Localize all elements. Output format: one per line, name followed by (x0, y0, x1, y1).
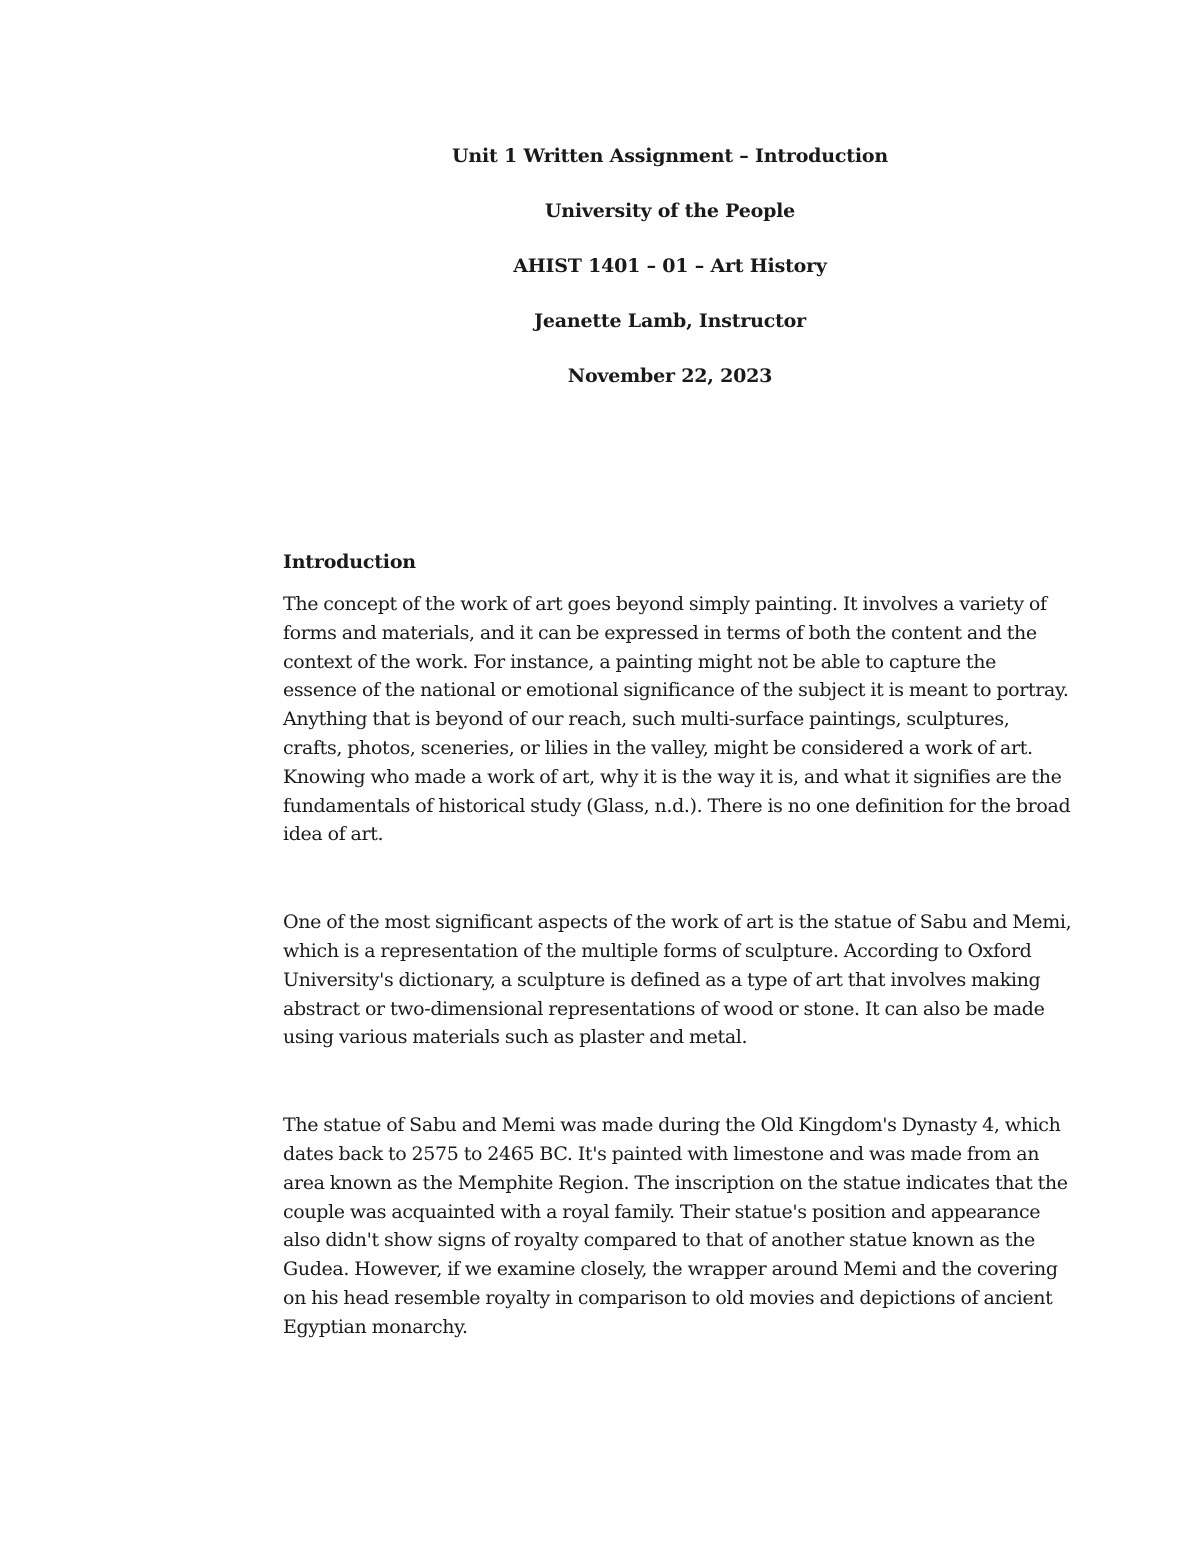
instructor-name: Jeanette Lamb, Instructor (534, 310, 806, 332)
cover-block (0, 142, 1200, 417)
body-paragraph: The statue of Sabu and Memi was made during the Old Kingdom's Dynasty 4, which dates back to 2575 to 2465 BC. It's painted with limestone and was made from an area known as the Memphite Region. The inscription on the statue indicates that the couple was acquainted with a royal family. Their statue's position and appearance also didn't show signs of royalty compared to that of another statue known as the Gudea. However, if we examine closely, the wrapper around Memi and the covering on his head resemble royalty in comparison to old movies and depictions of ancient Egyptian monarchy. (283, 1114, 1068, 1338)
introduction-section (283, 548, 1073, 1342)
institution-name: University of the People (544, 200, 796, 222)
submission-date: November 22, 2023 (567, 365, 773, 387)
section-heading: Introduction (283, 551, 416, 573)
body-paragraph: One of the most significant aspects of the work of art is the statue of Sabu and Memi, which is a representation of the multiple forms of sculpture. According to Oxford University's dictionary, a sculpture is defined as a type of art that involves making abstract or two-dimensional representations of wood or stone. It can also be made using various materials such as plaster and metal. (283, 911, 1072, 1049)
assignment-title: Unit 1 Written Assignment – Introduction (452, 145, 888, 167)
course-name: AHIST 1401 – 01 – Art History (513, 255, 827, 277)
body-paragraph: The concept of the work of art goes beyond simply painting. It involves a variety of forms and materials, and it can be expressed in terms of both the content and the context of the work. For instance, a painting might not be able to capture the essence of the national or emotional significance of the subject it is meant to portray. Anything that is beyond of our reach, such multi-surface paintings, sculptures, crafts, photos, sceneries, or lilies in the valley, might be considered a work of art. Knowing who made a work of art, why it is the way it is, and what it signifies are the fundamentals of historical study (Glass, n.d.). There is no one definition for the broad idea of art. (283, 593, 1071, 846)
